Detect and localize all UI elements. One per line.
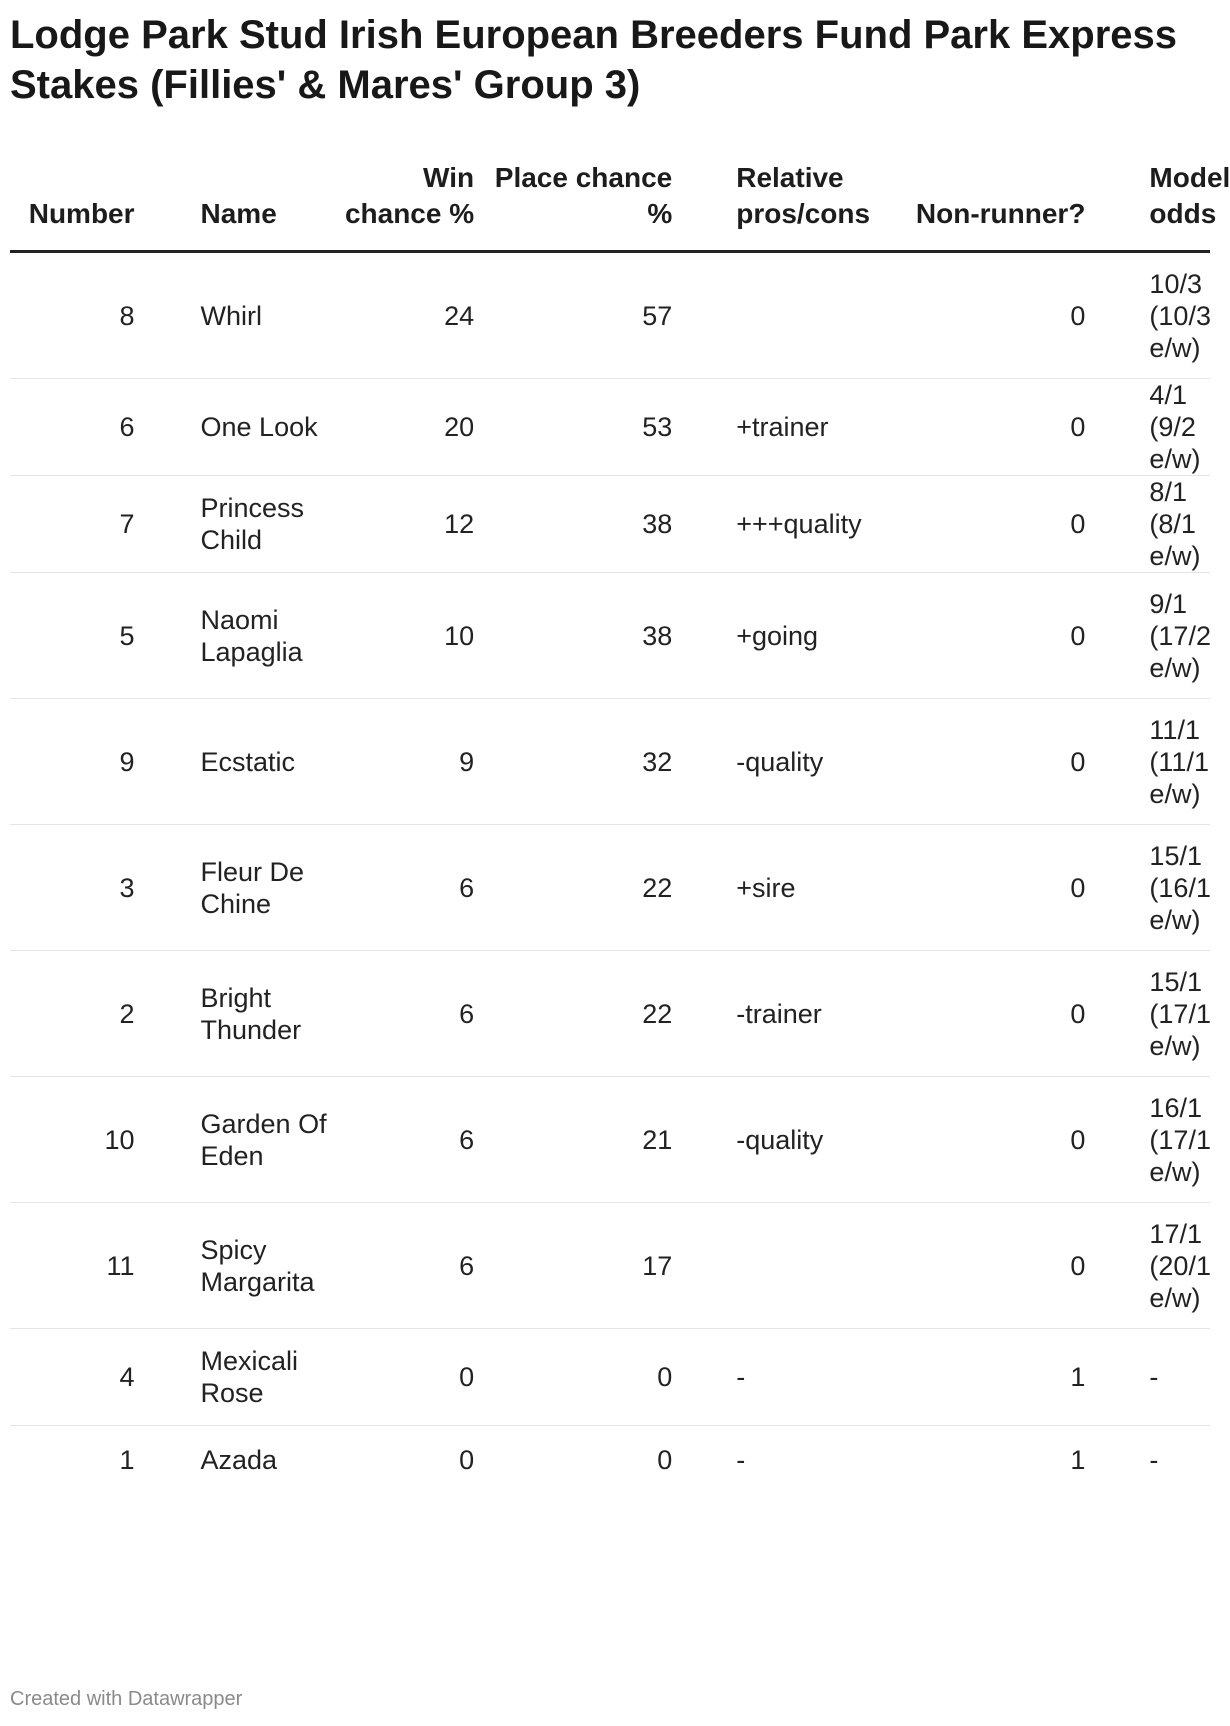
cell-place-chance: 0 <box>657 1444 673 1475</box>
cell-name: Spicy Margarita <box>135 1203 333 1329</box>
cell-pros-cons: - <box>736 1444 746 1475</box>
cell-model-odds: 8/1 (8/1 e/w) <box>1085 476 1210 573</box>
table-row <box>10 951 1210 1077</box>
cell-model-odds: 10/3 (10/3 e/w) <box>1085 252 1210 379</box>
column-header-number[interactable]: Number <box>10 160 135 252</box>
cell-non-runner: 0 <box>899 476 1086 573</box>
cell-pros-cons: +trainer <box>672 379 898 476</box>
cell-pros-cons <box>672 1203 898 1329</box>
cell-win-chance: 6 <box>333 825 475 951</box>
cell-place-chance: 32 <box>474 699 672 825</box>
cell-win-chance: 10 <box>333 573 475 699</box>
cell-place-chance: 57 <box>474 252 672 379</box>
cell-number: 1 <box>119 1444 135 1475</box>
cell-name: Princess Child <box>135 476 333 573</box>
cell-win-chance: 0 <box>333 1329 475 1426</box>
cell-place-chance: 22 <box>474 825 672 951</box>
cell-non-runner: 0 <box>899 252 1086 379</box>
cell-name: Bright Thunder <box>135 951 333 1077</box>
cell-model-odds: - <box>1085 1329 1210 1426</box>
cell-model-odds: 9/1 (17/2 e/w) <box>1085 573 1210 699</box>
cell-number: 9 <box>10 699 135 825</box>
cell-win-chance: 6 <box>333 951 475 1077</box>
cell-pros-cons: +going <box>672 573 898 699</box>
column-header-pros-cons[interactable]: Relative pros/cons <box>672 160 898 252</box>
cell-number: 4 <box>10 1329 135 1426</box>
column-header-model-odds[interactable]: Model odds <box>1085 160 1210 252</box>
cell-non-runner: 0 <box>899 951 1086 1077</box>
cell-name: Garden Of Eden <box>135 1077 333 1203</box>
cell-pros-cons: -quality <box>672 1077 898 1203</box>
cell-win-chance: 0 <box>459 1444 475 1475</box>
cell-win-chance: 20 <box>333 379 475 476</box>
column-header-name[interactable]: Name <box>135 160 333 252</box>
table-row <box>10 1077 1210 1203</box>
table-row <box>10 476 1210 573</box>
table-row <box>10 379 1210 476</box>
cell-pros-cons: - <box>672 1329 898 1426</box>
cell-model-odds: 17/1 (20/1 e/w) <box>1085 1203 1210 1329</box>
cell-name: Naomi Lapaglia <box>135 573 333 699</box>
odds-table <box>10 160 1230 1494</box>
cell-name: Azada <box>200 1444 278 1475</box>
cell-name: Whirl <box>135 252 333 379</box>
cell-place-chance: 53 <box>474 379 672 476</box>
cell-pros-cons: -trainer <box>672 951 898 1077</box>
cell-model-odds: 11/1 (11/1 e/w) <box>1085 699 1210 825</box>
cell-win-chance: 12 <box>333 476 475 573</box>
cell-win-chance: 9 <box>333 699 475 825</box>
cell-non-runner: 0 <box>899 699 1086 825</box>
cell-model-odds: 16/1 (17/1 e/w) <box>1085 1077 1210 1203</box>
cell-number: 7 <box>10 476 135 573</box>
column-header-non-runner[interactable]: Non-runner? <box>899 160 1086 252</box>
cell-non-runner: 1 <box>899 1329 1086 1426</box>
cell-non-runner: 0 <box>899 379 1086 476</box>
cell-pros-cons: -quality <box>672 699 898 825</box>
cell-place-chance: 0 <box>474 1329 672 1426</box>
cell-pros-cons: +++quality <box>672 476 898 573</box>
table-row <box>10 1329 1210 1426</box>
cell-pros-cons <box>672 252 898 379</box>
cell-place-chance: 22 <box>474 951 672 1077</box>
cell-number: 5 <box>10 573 135 699</box>
cell-non-runner: 0 <box>899 573 1086 699</box>
cell-win-chance: 24 <box>333 252 475 379</box>
cell-number: 2 <box>10 951 135 1077</box>
table-row <box>10 1426 1210 1494</box>
table-row <box>10 1203 1210 1329</box>
cell-non-runner: 0 <box>899 1077 1086 1203</box>
column-header-place-chance[interactable]: Place chance % <box>474 160 672 252</box>
cell-number: 8 <box>10 252 135 379</box>
footer-credit: Created with Datawrapper <box>10 1688 243 1710</box>
cell-name: Mexicali Rose <box>135 1329 333 1426</box>
cell-model-odds: - <box>1149 1444 1159 1475</box>
table-row <box>10 252 1210 379</box>
table-body <box>10 252 1210 1494</box>
cell-model-odds: 15/1 (16/1 e/w) <box>1085 825 1210 951</box>
cell-place-chance: 17 <box>474 1203 672 1329</box>
cell-number: 11 <box>10 1203 135 1329</box>
table-row <box>10 699 1210 825</box>
table-row <box>10 825 1210 951</box>
cell-non-runner: 1 <box>1070 1444 1086 1475</box>
cell-place-chance: 38 <box>474 573 672 699</box>
cell-place-chance: 21 <box>474 1077 672 1203</box>
cell-name: Fleur De Chine <box>135 825 333 951</box>
cell-win-chance: 6 <box>333 1077 475 1203</box>
cell-pros-cons: +sire <box>672 825 898 951</box>
cell-number: 10 <box>10 1077 135 1203</box>
cell-number: 3 <box>10 825 135 951</box>
cell-win-chance: 6 <box>333 1203 475 1329</box>
table-row <box>10 573 1210 699</box>
header-row <box>10 160 1210 252</box>
column-header-win-chance[interactable]: Win chance % <box>333 160 475 252</box>
chart-title: Lodge Park Stud Irish European Breeders Fund Park Express Stakes (Fillies' & Mares' Group 3) <box>10 13 1178 107</box>
cell-number: 6 <box>10 379 135 476</box>
cell-non-runner: 0 <box>899 1203 1086 1329</box>
cell-name: One Look <box>135 379 333 476</box>
cell-non-runner: 0 <box>899 825 1086 951</box>
cell-place-chance: 38 <box>474 476 672 573</box>
cell-name: Ecstatic <box>135 699 333 825</box>
cell-model-odds: 4/1 (9/2 e/w) <box>1085 379 1210 476</box>
cell-model-odds: 15/1 (17/1 e/w) <box>1085 951 1210 1077</box>
